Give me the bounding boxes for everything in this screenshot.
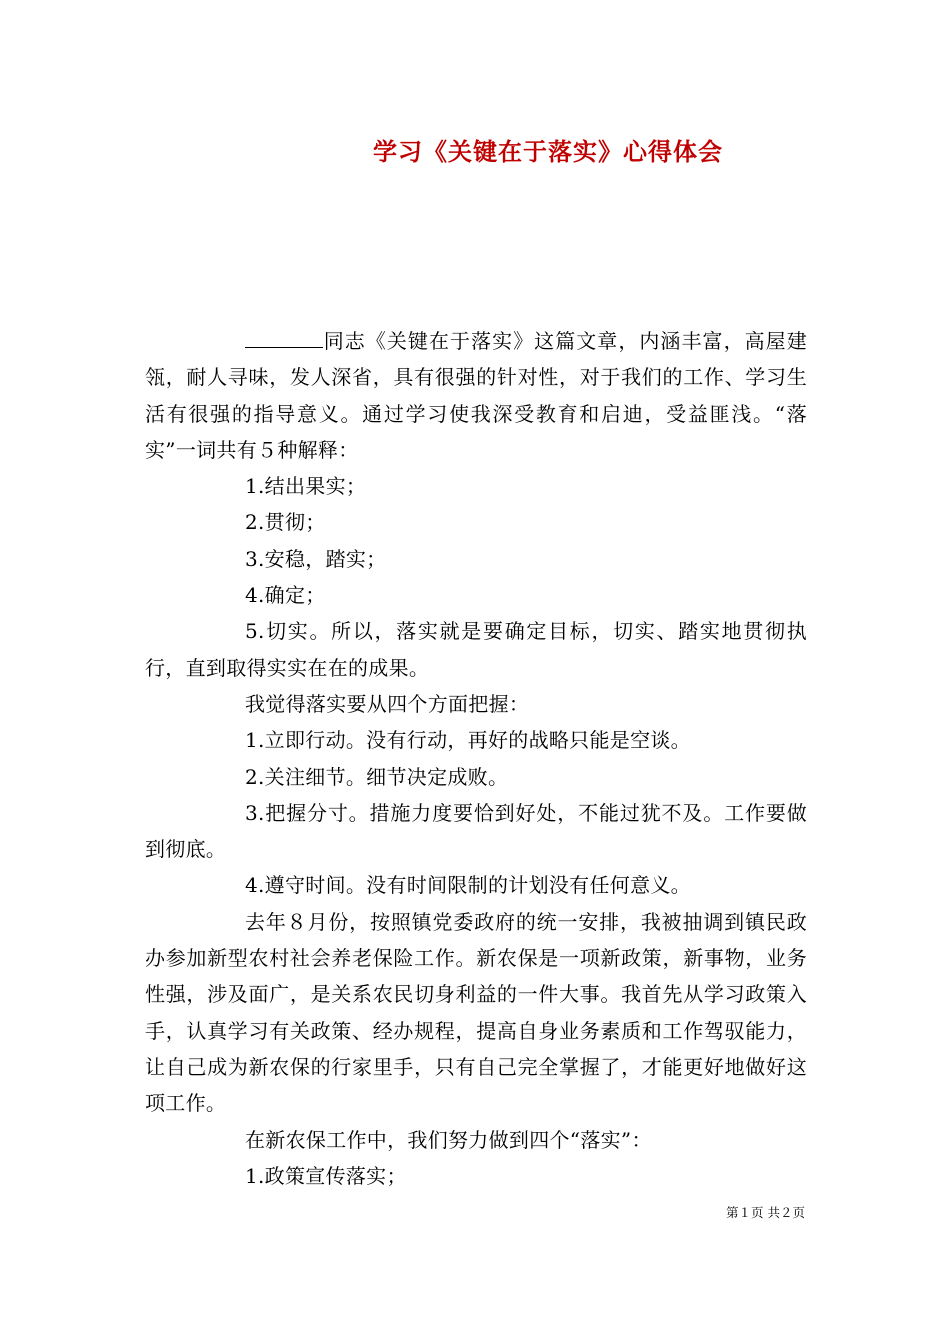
document-body bbox=[145, 323, 807, 1194]
list-item-meaning-4: 4.确定； bbox=[245, 583, 326, 608]
paragraph-1 bbox=[145, 323, 807, 468]
list-item-aspect-1: 1.立即行动。没有行动，再好的战略只能是空谈。 bbox=[245, 728, 691, 753]
paragraph-last-year: 去年８月份，按照镇党委政府的统一安排，我被抽调到镇民政办参加新型农村社会养老保险工作。新农保是一项新政策，新事物，业务性强，涉及面广，是关系农民切身利益的一件大事。我首先从学习政策入手，认真学习有关政策、经办规程，提高自身业务素质和工作驾驭能力，让自己成为新农保的行家里手，只有自己完全掌握了，才能更好地做好这项工作。 bbox=[145, 909, 807, 1116]
list-item-luoshi-1: 1.政策宣传落实； bbox=[245, 1163, 407, 1188]
paragraph-1-text: 同志《关键在于落实》这篇文章，内涵丰富，高屋建瓴，耐人寻味，发人深省，具有很强的针对性，对于我们的工作、学习生活有很强的指导意义。通过学习使我深受教育和启迪，受益匪浅。“落实”一词共有５种解释： bbox=[145, 329, 807, 462]
name-blank bbox=[245, 325, 323, 348]
list-item-meaning-1: 1.结出果实； bbox=[245, 474, 367, 499]
list-item-aspect-3: 3.把握分寸。措施力度要恰到好处，不能过犹不及。工作要做到彻底。 bbox=[145, 800, 807, 862]
paragraph-four-luoshi: 在新农保工作中，我们努力做到四个“落实”： bbox=[245, 1127, 652, 1152]
page-footer: 第１页 共２页 bbox=[726, 1205, 805, 1220]
document-title: 学习《关键在于落实》心得体会 bbox=[373, 137, 723, 166]
list-item-meaning-3: 3.安稳，踏实； bbox=[245, 546, 387, 571]
list-item-aspect-4: 4.遵守时间。没有时间限制的计划没有任何意义。 bbox=[245, 873, 691, 898]
paragraph-aspects-intro: 我觉得落实要从四个方面把握： bbox=[245, 691, 530, 716]
list-item-meaning-2: 2.贯彻； bbox=[245, 510, 326, 535]
list-item-meaning-5: 5.切实。所以，落实就是要确定目标，切实、踏实地贯彻执行，直到取得实实在在的成果。 bbox=[145, 619, 807, 680]
list-item-aspect-2: 2.关注细节。细节决定成败。 bbox=[245, 764, 509, 789]
